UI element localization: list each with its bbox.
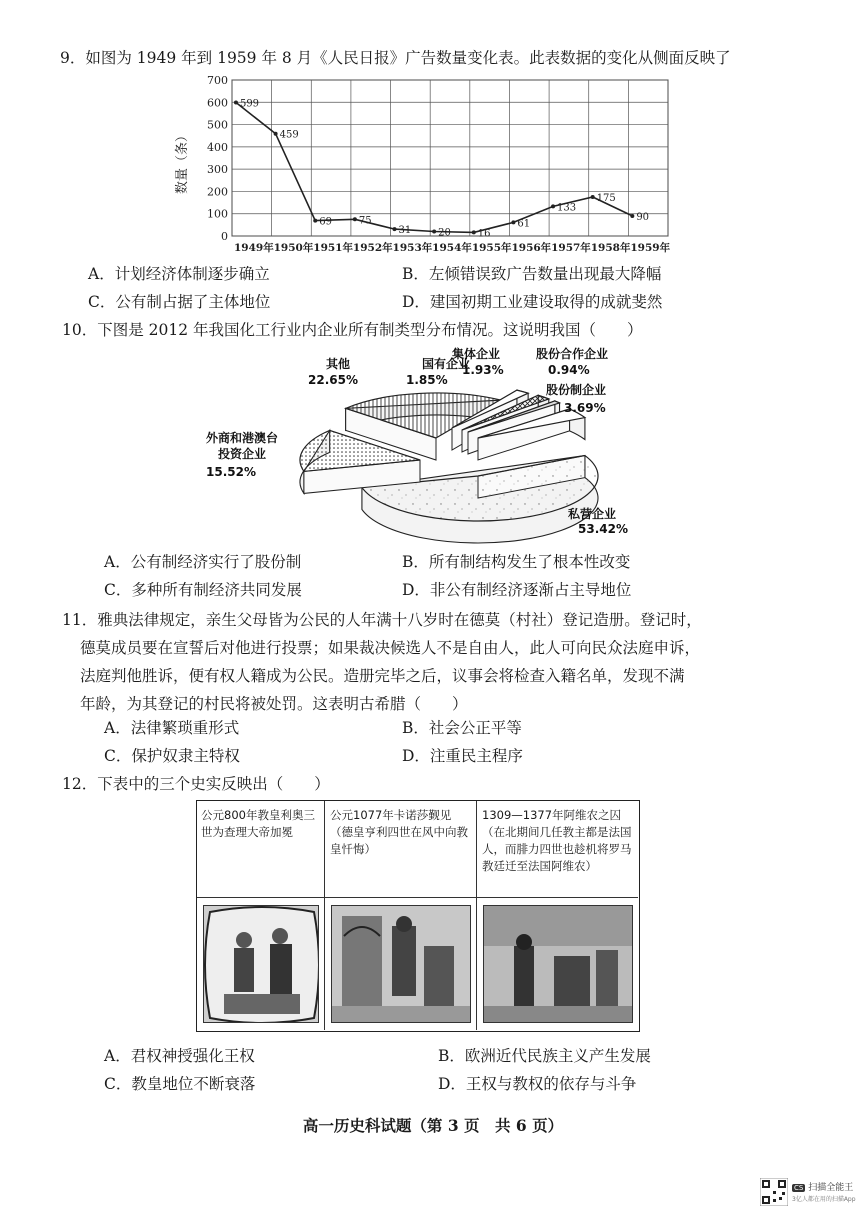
- scanner-brand-text: 扫描全能王: [808, 1183, 854, 1193]
- q12-option-d[interactable]: D．王权与教权的依存与斗争: [438, 1075, 637, 1093]
- data-point: [432, 230, 436, 234]
- q9-option-b[interactable]: B．左倾错误致广告数量出现最大降幅: [402, 265, 662, 283]
- slice-name: 股份合作企业: [536, 347, 609, 361]
- scanner-subtitle: 3亿人都在用的扫描App: [792, 1196, 856, 1203]
- slice-name: 股份制企业: [546, 383, 607, 397]
- q10-stem: 10．下图是 2012 年我国化工行业内企业所有制类型分布情况。这说明我国（ ）: [62, 321, 643, 339]
- page-footer: 高一历史科试题（第 3 页 共 6 页）: [302, 1116, 564, 1135]
- q9-stem: 9．如图为 1949 年到 1959 年 8 月《人民日报》广告数量变化表。此表数据的变化从侧面反映了: [60, 49, 731, 67]
- x-tick-label: 1954年: [432, 242, 472, 254]
- y-tick-label: 600: [207, 96, 228, 110]
- slice-name: 投资企业: [218, 447, 267, 461]
- q11-line-4: 年龄，为其登记的村民将被处罚。这表明古希腊（ ）: [80, 695, 468, 713]
- y-tick-label: 100: [207, 207, 228, 221]
- q12-option-b[interactable]: B．欧洲近代民族主义产生发展: [438, 1047, 651, 1065]
- data-point: [234, 101, 238, 105]
- slice-name: 外商和港澳台: [206, 431, 279, 445]
- data-label: 69: [319, 216, 332, 228]
- coronation-engraving-image: [203, 905, 319, 1023]
- slice-value: 1.93%: [462, 363, 504, 377]
- slice-value: 3.69%: [564, 401, 606, 415]
- data-label: 599: [239, 98, 260, 110]
- q11-option-a[interactable]: A．法律繁琐重形式: [104, 719, 240, 737]
- data-point: [630, 214, 634, 218]
- y-tick-label: 0: [221, 230, 228, 243]
- q11-line-2: 德莫成员要在宣誓后对他进行投票；如果裁决候选人不是自由人，此人可向民众法庭申诉，: [80, 639, 701, 657]
- q11-option-c[interactable]: C．保护奴隶主特权: [104, 747, 240, 765]
- slice-name: 国有企业: [422, 357, 471, 371]
- data-label: 16: [477, 228, 491, 240]
- x-tick-label: 1949年: [234, 242, 274, 254]
- x-tick-label: 1957年: [551, 242, 591, 254]
- q10-option-b[interactable]: B．所有制结构发生了根本性改变: [402, 553, 631, 571]
- x-tick-label: 1951年: [313, 242, 354, 254]
- y-tick-label: 700: [207, 74, 228, 87]
- avignon-engraving-image: [483, 905, 633, 1023]
- x-tick-label: 1956年: [511, 242, 552, 254]
- x-tick-label: 1950年: [273, 242, 314, 254]
- data-label: 75: [358, 215, 372, 227]
- q12-stem: 12．下表中的三个史实反映出（ ）: [62, 775, 330, 793]
- data-label: 90: [636, 211, 650, 223]
- q11-option-d[interactable]: D．注重民主程序: [402, 747, 523, 765]
- q9-option-c[interactable]: C．公有制占据了主体地位: [88, 293, 271, 311]
- q9-option-d[interactable]: D．建国初期工业建设取得的成就斐然: [402, 293, 663, 311]
- slice-value: 1.85%: [406, 373, 448, 387]
- x-tick-label: 1952年: [352, 242, 393, 254]
- data-point: [353, 217, 357, 221]
- caption-1077: 公元1077年卡诺莎觐见（德皇亨利四世在风中向教皇忏悔）: [330, 808, 468, 856]
- data-point: [591, 195, 595, 199]
- data-point: [393, 227, 397, 231]
- y-tick-label: 400: [207, 140, 228, 154]
- q11-line-1: 11．雅典法律规定，亲生父母皆为公民的人年满十八岁时在德莫（村社）登记造册。登记时，: [62, 611, 702, 629]
- y-tick-label: 300: [207, 163, 228, 177]
- data-point: [472, 230, 476, 234]
- x-tick-label: 1959年: [630, 242, 671, 254]
- q10-option-a[interactable]: A．公有制经济实行了股份制: [104, 553, 302, 571]
- slice-value: 0.94%: [548, 363, 590, 377]
- slice-value: 22.65%: [308, 373, 358, 387]
- q10-option-c[interactable]: C．多种所有制经济共同发展: [104, 581, 302, 599]
- slice-name: 其他: [326, 357, 351, 371]
- cs-logo-icon: CS: [794, 1184, 804, 1192]
- y-tick-label: 200: [207, 185, 228, 199]
- y-tick-label: 500: [207, 118, 228, 132]
- data-point: [551, 204, 555, 208]
- data-point: [313, 219, 317, 223]
- x-tick-label: 1958年: [590, 242, 631, 254]
- data-point: [511, 220, 515, 224]
- q11-line-3: 法庭判他胜诉，便有权人籍成为公民。造册完毕之后，议事会将检查入籍名单，发现不满: [80, 667, 685, 685]
- data-label: 61: [517, 218, 531, 230]
- q9-line-chart: [170, 74, 690, 259]
- q9-option-a[interactable]: A．计划经济体制逐步确立: [88, 265, 270, 283]
- scanner-brand: [792, 1180, 853, 1193]
- caption-1309: 1309—1377年阿维农之囚（在北期间几任教主都是法国人，而腓力四世也趁机将罗马教廷迁至法国阿维农）: [482, 808, 632, 873]
- q11-option-b[interactable]: B．社会公正平等: [402, 719, 522, 737]
- q10-option-d[interactable]: D．非公有制经济逐渐占主导地位: [402, 581, 632, 599]
- slice-name: 私营企业: [568, 507, 617, 521]
- slice-name: 集体企业: [452, 347, 501, 361]
- table-divider: [197, 897, 638, 898]
- data-label: 459: [279, 129, 299, 141]
- caption-800: 公元800年教皇利奥三世为查理大帝加冕: [201, 808, 315, 839]
- canossa-engraving-image: [331, 905, 471, 1023]
- x-tick-label: 1953年: [392, 242, 433, 254]
- plot-frame: [232, 80, 668, 236]
- data-label: 20: [438, 227, 451, 239]
- slice-value: 15.52%: [206, 465, 256, 479]
- qr-code-icon: [760, 1178, 788, 1206]
- q10-pie-chart: [200, 346, 640, 546]
- q12-option-a[interactable]: A．君权神授强化王权: [104, 1047, 255, 1065]
- data-label: 175: [596, 193, 616, 204]
- slice-value: 53.42%: [578, 522, 628, 536]
- data-label: 31: [398, 225, 412, 237]
- data-point: [274, 132, 278, 136]
- q12-history-table: [196, 800, 640, 1032]
- x-tick-label: 1955年: [471, 242, 512, 254]
- data-label: 133: [557, 202, 577, 214]
- q12-option-c[interactable]: C．教皇地位不断衰落: [104, 1075, 256, 1093]
- y-axis-label: 数量（条）: [175, 128, 190, 194]
